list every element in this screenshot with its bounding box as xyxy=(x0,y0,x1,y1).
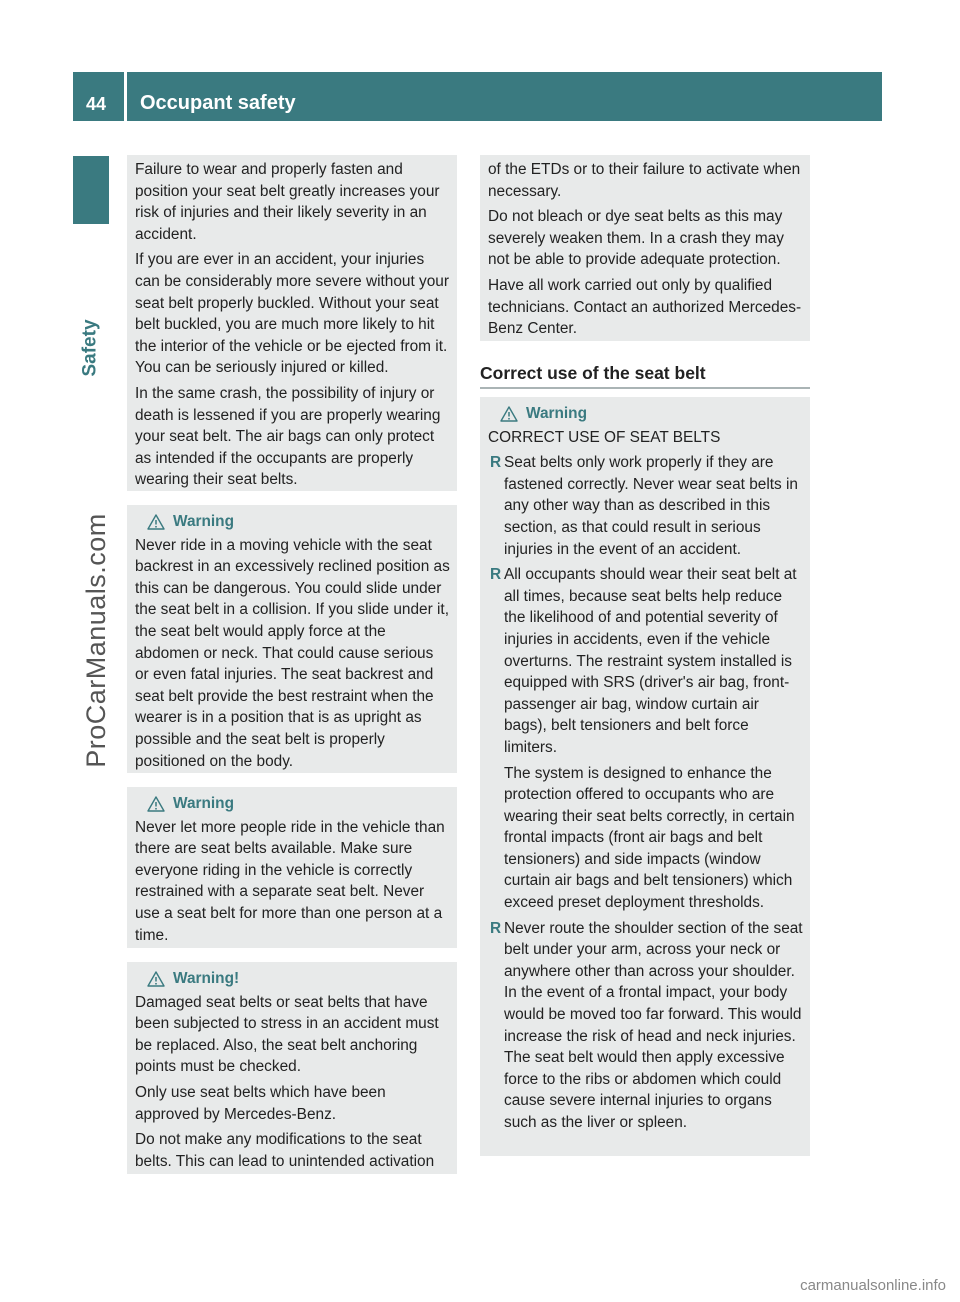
paragraph: Do not make any modifications to the seat belts. This can lead to unintended activation xyxy=(135,1131,435,1170)
paragraph: Have all work carried out only by qualified technicians. Contact an authorized Mercedes-Benz Center. xyxy=(488,276,802,338)
paragraph: Only use seat belts which have been approved by Mercedes-Benz. xyxy=(135,1083,386,1123)
section-tab-marker xyxy=(73,156,109,224)
warning-text: Never let more people ride in the vehicle than there are seat belts available. Make sure everyone riding in the vehicle is correctly restrained with a separate seat belt. Never use a seat belt for more than one person at a time. xyxy=(135,818,445,944)
paragraph: If you are ever in an accident, your injuries can be considerably more severe without your seat belt properly buckled. Without your seat belt buckled, you are much more likely to hit the interior of the vehicle or be ejected from it. You can be seriously injured or killed. xyxy=(135,251,449,377)
paragraph: Damaged seat belts or seat belts that have been subjected to stress in an accident must be replaced. Also, the seat belt anchoring points must be checked. xyxy=(135,993,439,1076)
bullet-mark: R xyxy=(490,566,502,584)
section-side-label-text: Safety xyxy=(80,319,101,377)
paragraph: In the same crash, the possibility of injury or death is lessened if you are properly wearing your seat belt. The air bags can only protect as intended if the occupants are properly wearing their seat belts. xyxy=(135,384,441,489)
list-item xyxy=(488,564,804,758)
info-box-continued xyxy=(480,155,810,341)
page-number: 44 xyxy=(73,72,127,121)
warning-title: Warning xyxy=(526,405,587,422)
list-item xyxy=(488,918,804,1134)
warning-box-reclined-backrest xyxy=(127,505,457,773)
section-side-label xyxy=(74,318,108,378)
warning-subtitle: CORRECT USE OF SEAT BELTS xyxy=(488,428,721,446)
list-item-continuation: The system is designed to enhance the protection offered to occupants who are wearing their seat belts correctly, in certain frontal impacts (front air bags and belt tensioners) and side impacts (window curtain air bags and belt tensioners) which exceed preset deployment thresholds. xyxy=(504,764,795,912)
side-watermark xyxy=(74,480,118,800)
warning-box-damaged-belts xyxy=(127,962,457,1174)
bullet-mark: R xyxy=(490,454,502,472)
warning-heading xyxy=(135,793,451,815)
warning-box-seat-count xyxy=(127,787,457,948)
list-item-text: Seat belts only work properly if they are fastened correctly. Never wear seat belts in any other way than as described in this section, as that could result in serious injuries in the event of an accident. xyxy=(504,454,798,558)
warning-heading xyxy=(488,403,804,425)
warning-triangle-icon xyxy=(147,514,165,530)
paragraph: of the ETDs or to their failure to activate when necessary. xyxy=(488,161,801,200)
warning-heading xyxy=(135,511,451,533)
warning-triangle-icon xyxy=(147,971,165,987)
warning-text: Never ride in a moving vehicle with the seat backrest in an excessively reclined position as this can be dangerous. You could slide under the seat belt in a collision. If you slide under it, the seat belt would apply force at the abdomen or neck. That could cause serious or even fatal injuries. The seat backrest and seat belt provide the best restraint when the wearer is in a position that is as upright as possible and the seat belt is properly positioned on the body. xyxy=(135,536,450,770)
page-header xyxy=(73,72,882,121)
warning-box-correct-use xyxy=(480,397,810,1156)
warning-triangle-icon xyxy=(147,796,165,812)
section-heading: Correct use of the seat belt xyxy=(480,363,810,389)
paragraph: Failure to wear and properly fasten and position your seat belt greatly increases your risk of injuries and their likely severity in an accident. xyxy=(135,161,440,243)
list-item-text: Never route the shoulder section of the seat belt under your arm, across your neck or anywhere other than across your shoulder. In the event of a frontal impact, your body would be moved too far forward. This would increase the risk of head and neck injuries. The seat belt would then apply excessive force to the ribs or abdomen which could cause severe internal injuries to organs such as the liver or spleen. xyxy=(504,919,803,1131)
warning-title: Warning! xyxy=(173,970,240,987)
paragraph: Do not bleach or dye seat belts as this may severely weaken them. In a crash they may not be able to provide adequate protection. xyxy=(488,208,784,269)
warning-title: Warning xyxy=(173,513,234,530)
list-item-text: All occupants should wear their seat belt at all times, because seat belts help reduce the likelihood of and potential severity of injuries in accidents, even if the vehicle overturns. The restraint system installed is equipped with SRS (driver's air bag, front-passenger air bag, window curtain air bags), belt tensioners and belt force limiters. xyxy=(504,566,797,756)
list-item xyxy=(488,452,804,560)
side-watermark-text: ProCarManuals.com xyxy=(80,512,111,768)
page-title: Occupant safety xyxy=(140,92,296,114)
footer-watermark: carmanualsonline.info xyxy=(800,1277,946,1294)
warning-heading xyxy=(135,968,451,990)
bullet-mark: R xyxy=(490,919,502,937)
warning-triangle-icon xyxy=(500,406,518,422)
info-box-seat-belt-importance xyxy=(127,155,457,491)
warning-title: Warning xyxy=(173,795,234,812)
